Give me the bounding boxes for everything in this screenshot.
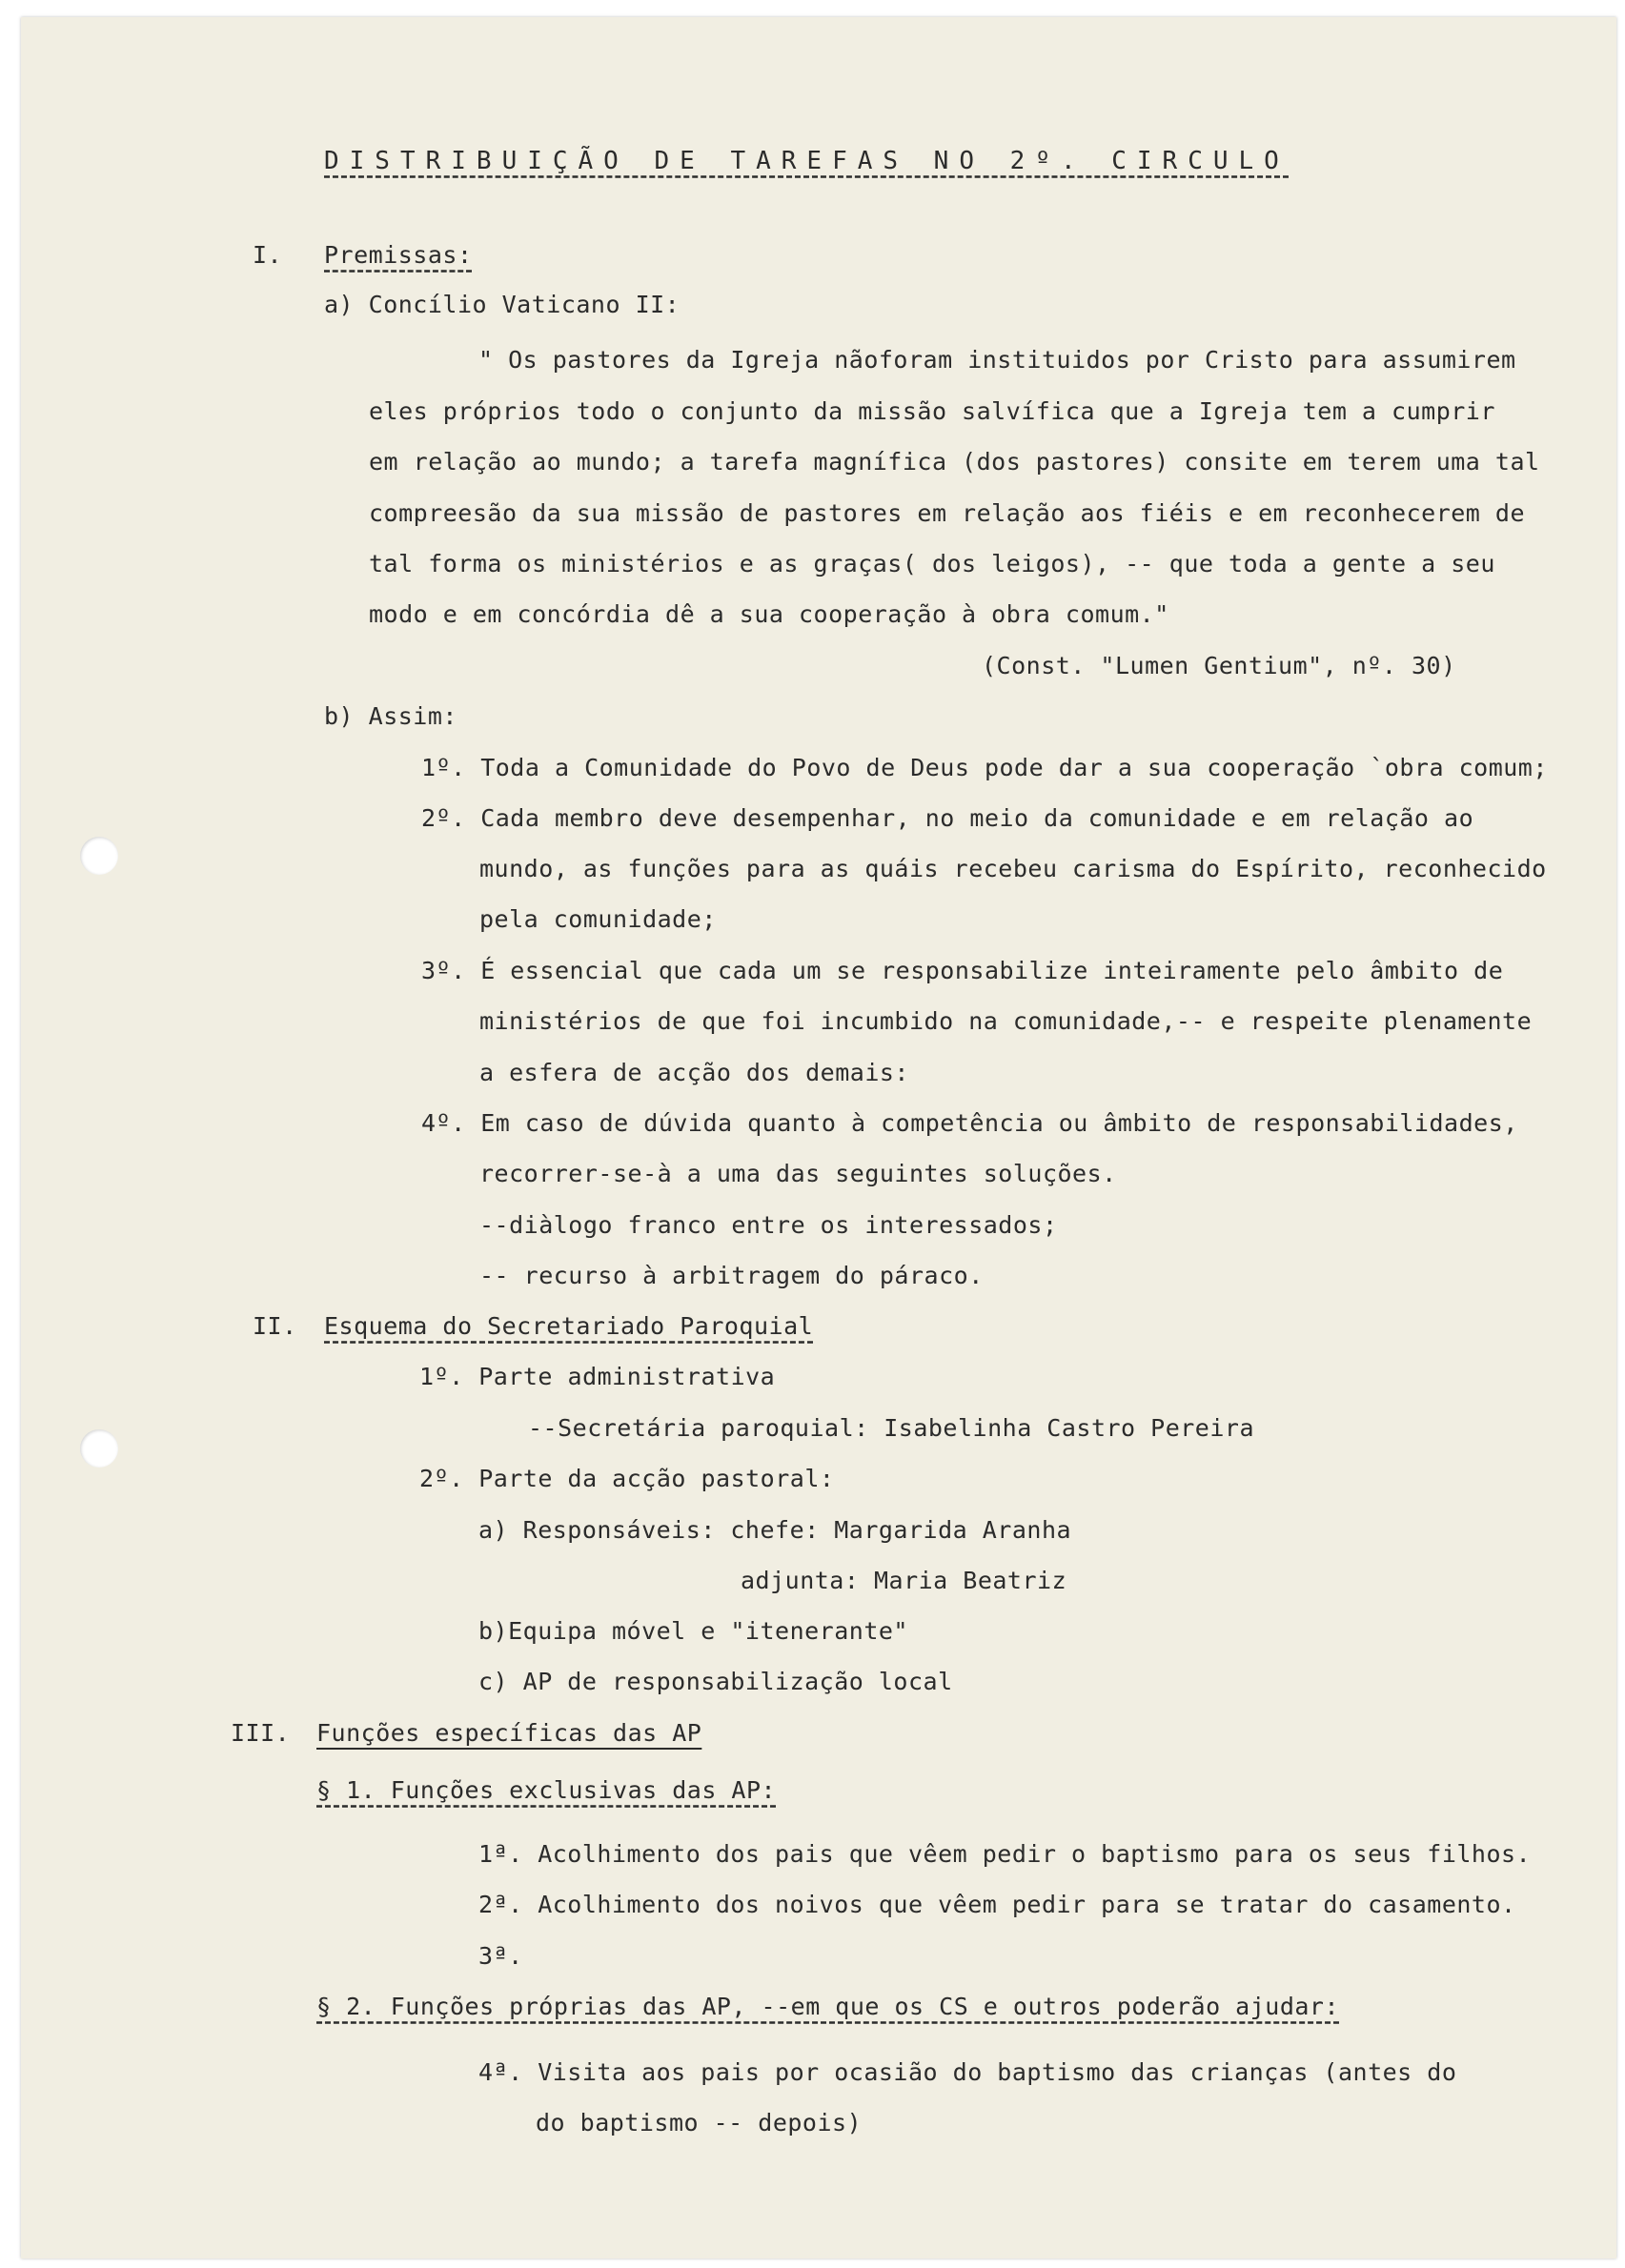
list-item: 1ª. Acolhimento dos pais que vêem pedir o baptismo para os seus filhos. bbox=[478, 1840, 1532, 1868]
section-1-heading: Premissas: bbox=[324, 241, 473, 269]
punch-hole-top bbox=[80, 837, 118, 875]
section-3-heading: Funções específicas das AP bbox=[316, 1719, 702, 1747]
solution-item: --diàlogo franco entre os interessados; bbox=[479, 1211, 1058, 1239]
list-item: 2º. Cada membro deve desempenhar, no meio da comunidade e em relação ao bbox=[421, 804, 1474, 832]
list-item-continued: recorrer-se-à a uma das seguintes soluções. bbox=[479, 1160, 1117, 1187]
list-item-detail: adjunta: Maria Beatriz bbox=[741, 1567, 1067, 1594]
section-2-heading: Esquema do Secretariado Paroquial bbox=[324, 1312, 814, 1340]
quote-citation: (Const. "Lumen Gentium", nº. 30) bbox=[982, 652, 1456, 679]
quote-line: " Os pastores da Igreja nãoforam instituidos por Cristo para assumirem bbox=[478, 346, 1516, 374]
list-item-detail: c) AP de responsabilização local bbox=[478, 1668, 953, 1695]
list-item-continued: mundo, as funções para as quáis recebeu carisma do Espírito, reconhecido bbox=[479, 855, 1547, 882]
quote-line: em relação ao mundo; a tarefa magnífica (dos pastores) consite em terem uma tal bbox=[369, 448, 1540, 476]
list-item: 2ª. Acolhimento dos noivos que vêem pedir para se tratar do casamento. bbox=[478, 1891, 1516, 1918]
list-item: 4ª. Visita aos pais por ocasião do baptismo das crianças (antes do bbox=[478, 2058, 1457, 2086]
quote-line: modo e em concórdia dê a sua cooperação à obra comum." bbox=[369, 600, 1169, 628]
list-item: 1º. Parte administrativa bbox=[419, 1363, 776, 1390]
list-item: 2º. Parte da acção pastoral: bbox=[419, 1465, 835, 1492]
document-title: DISTRIBUIÇÃO DE TAREFAS NO 2º. CIRCULO bbox=[324, 147, 1290, 175]
list-item-continued: pela comunidade; bbox=[479, 905, 717, 933]
paragraph-1-heading: § 1. Funções exclusivas das AP: bbox=[316, 1776, 777, 1804]
list-item-continued: ministérios de que foi incumbido na comunidade,-- e respeite plenamente bbox=[479, 1007, 1533, 1035]
list-item: 3ª. bbox=[478, 1942, 523, 1970]
list-item-detail: b)Equipa móvel e "itenerante" bbox=[478, 1617, 908, 1645]
list-item: 3º. É essencial que cada um se responsabilize inteiramente pelo âmbito de bbox=[421, 957, 1504, 984]
section-3-numeral: III. bbox=[231, 1719, 291, 1747]
list-item-detail: --Secretária paroquial: Isabelinha Castro Pereira bbox=[528, 1414, 1255, 1442]
list-item: 4º. Em caso de dúvida quanto à competência ou âmbito de responsabilidades, bbox=[421, 1109, 1518, 1137]
list-item-detail: a) Responsáveis: chefe: Margarida Aranha bbox=[478, 1516, 1072, 1544]
quote-line: compreesão da sua missão de pastores em relação aos fiéis e em reconhecerem de bbox=[369, 499, 1525, 527]
subsection-b-label: b) Assim: bbox=[324, 702, 457, 730]
document-page bbox=[21, 17, 1616, 2258]
quote-line: tal forma os ministérios e as graças( dos leigos), -- que toda a gente a seu bbox=[369, 550, 1495, 577]
section-2-numeral: II. bbox=[253, 1312, 297, 1340]
list-item: 1º. Toda a Comunidade do Povo de Deus pode dar a sua cooperação `obra comum; bbox=[421, 754, 1548, 781]
list-item-continued: do baptismo -- depois) bbox=[536, 2109, 863, 2136]
solution-item: -- recurso à arbitragem do páraco. bbox=[479, 1262, 984, 1289]
list-item-continued: a esfera de acção dos demais: bbox=[479, 1059, 909, 1086]
quote-line: eles próprios todo o conjunto da missão salvífica que a Igreja tem a cumprir bbox=[369, 397, 1495, 425]
paragraph-2-heading: § 2. Funções próprias das AP, --em que os CS e outros poderão ajudar: bbox=[316, 1993, 1340, 2020]
section-1-numeral: I. bbox=[253, 241, 283, 269]
subsection-a-label: a) Concílio Vaticano II: bbox=[324, 291, 680, 318]
punch-hole-bottom bbox=[80, 1429, 118, 1468]
